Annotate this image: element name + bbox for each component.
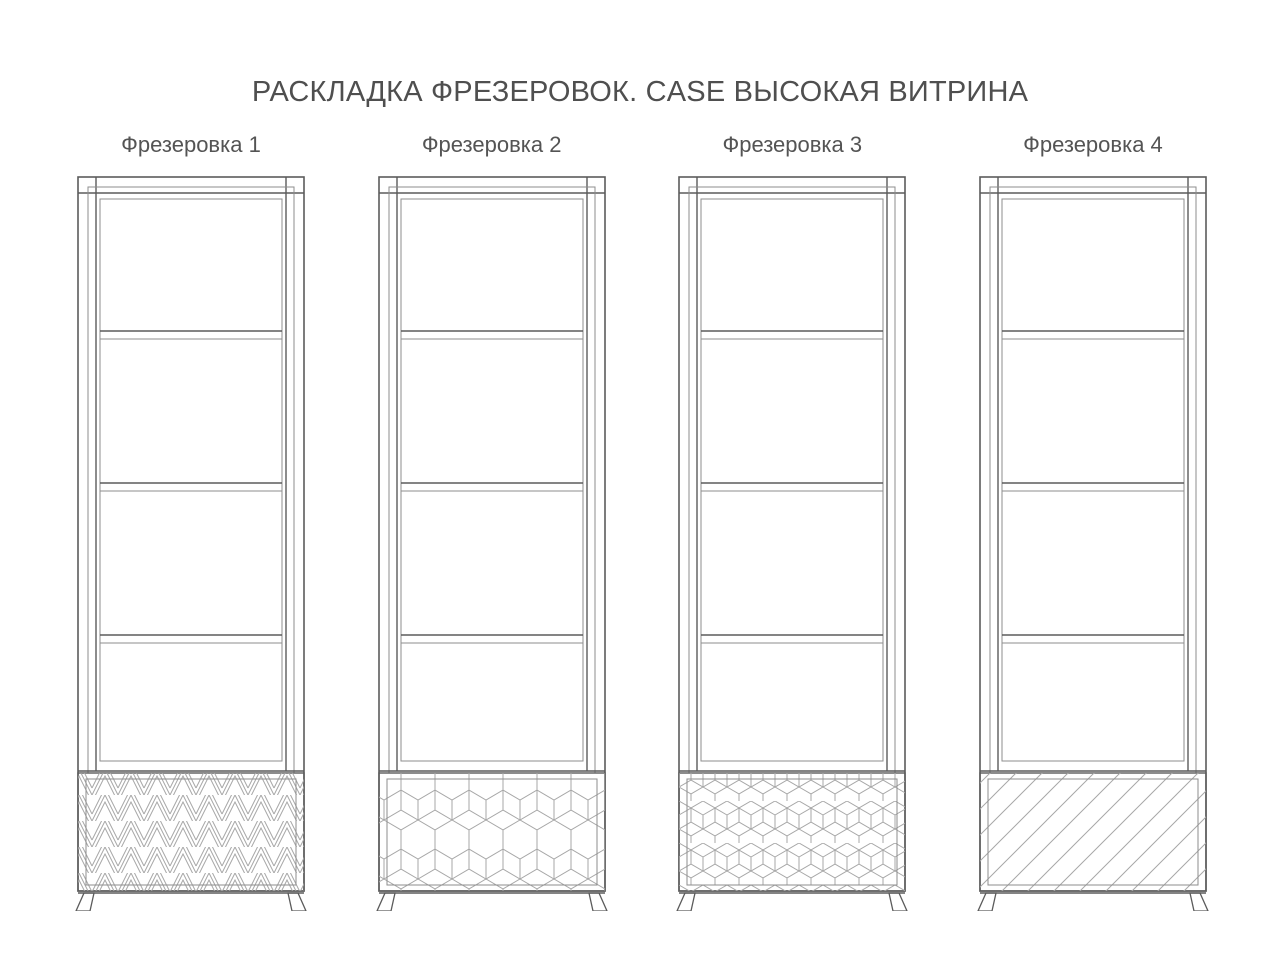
shelves-2 bbox=[401, 331, 583, 643]
shelves-1 bbox=[100, 331, 282, 643]
variant-3 bbox=[653, 132, 931, 911]
cabinet-body-4 bbox=[978, 177, 1208, 911]
page-title: РАСКЛАДКА ФРЕЗЕРОВОК. CASE ВЫСОКАЯ ВИТРИНА bbox=[251, 76, 1029, 108]
legs-2 bbox=[377, 893, 607, 911]
variant-2 bbox=[353, 132, 631, 911]
cabinet-body-1 bbox=[76, 177, 306, 911]
base-panel-2 bbox=[379, 773, 605, 891]
cabinet-drawing-2 bbox=[367, 171, 617, 911]
cabinet-body-3 bbox=[677, 177, 907, 911]
legs-4 bbox=[978, 893, 1208, 911]
cabinet-drawing-3 bbox=[667, 171, 917, 911]
shelves-4 bbox=[1002, 331, 1184, 643]
legs-3 bbox=[677, 893, 907, 911]
variant-4 bbox=[954, 132, 1232, 911]
variants-row bbox=[52, 132, 1232, 911]
base-panel-4 bbox=[980, 773, 1206, 891]
shelves-3 bbox=[701, 331, 883, 643]
base-panel-1 bbox=[78, 773, 304, 891]
legs-1 bbox=[76, 893, 306, 911]
variant-2-label: Фрезеровка 2 bbox=[421, 132, 562, 157]
variant-3-label: Фрезеровка 3 bbox=[722, 132, 863, 157]
cabinet-body-2 bbox=[377, 177, 607, 911]
base-panel-3 bbox=[679, 773, 905, 891]
cabinet-drawing-4 bbox=[968, 171, 1218, 911]
variant-1-label: Фрезеровка 1 bbox=[121, 132, 261, 157]
cabinet-drawing-1 bbox=[66, 171, 316, 911]
variant-1 bbox=[52, 132, 330, 911]
variant-4-label: Фрезеровка 4 bbox=[1023, 132, 1163, 157]
